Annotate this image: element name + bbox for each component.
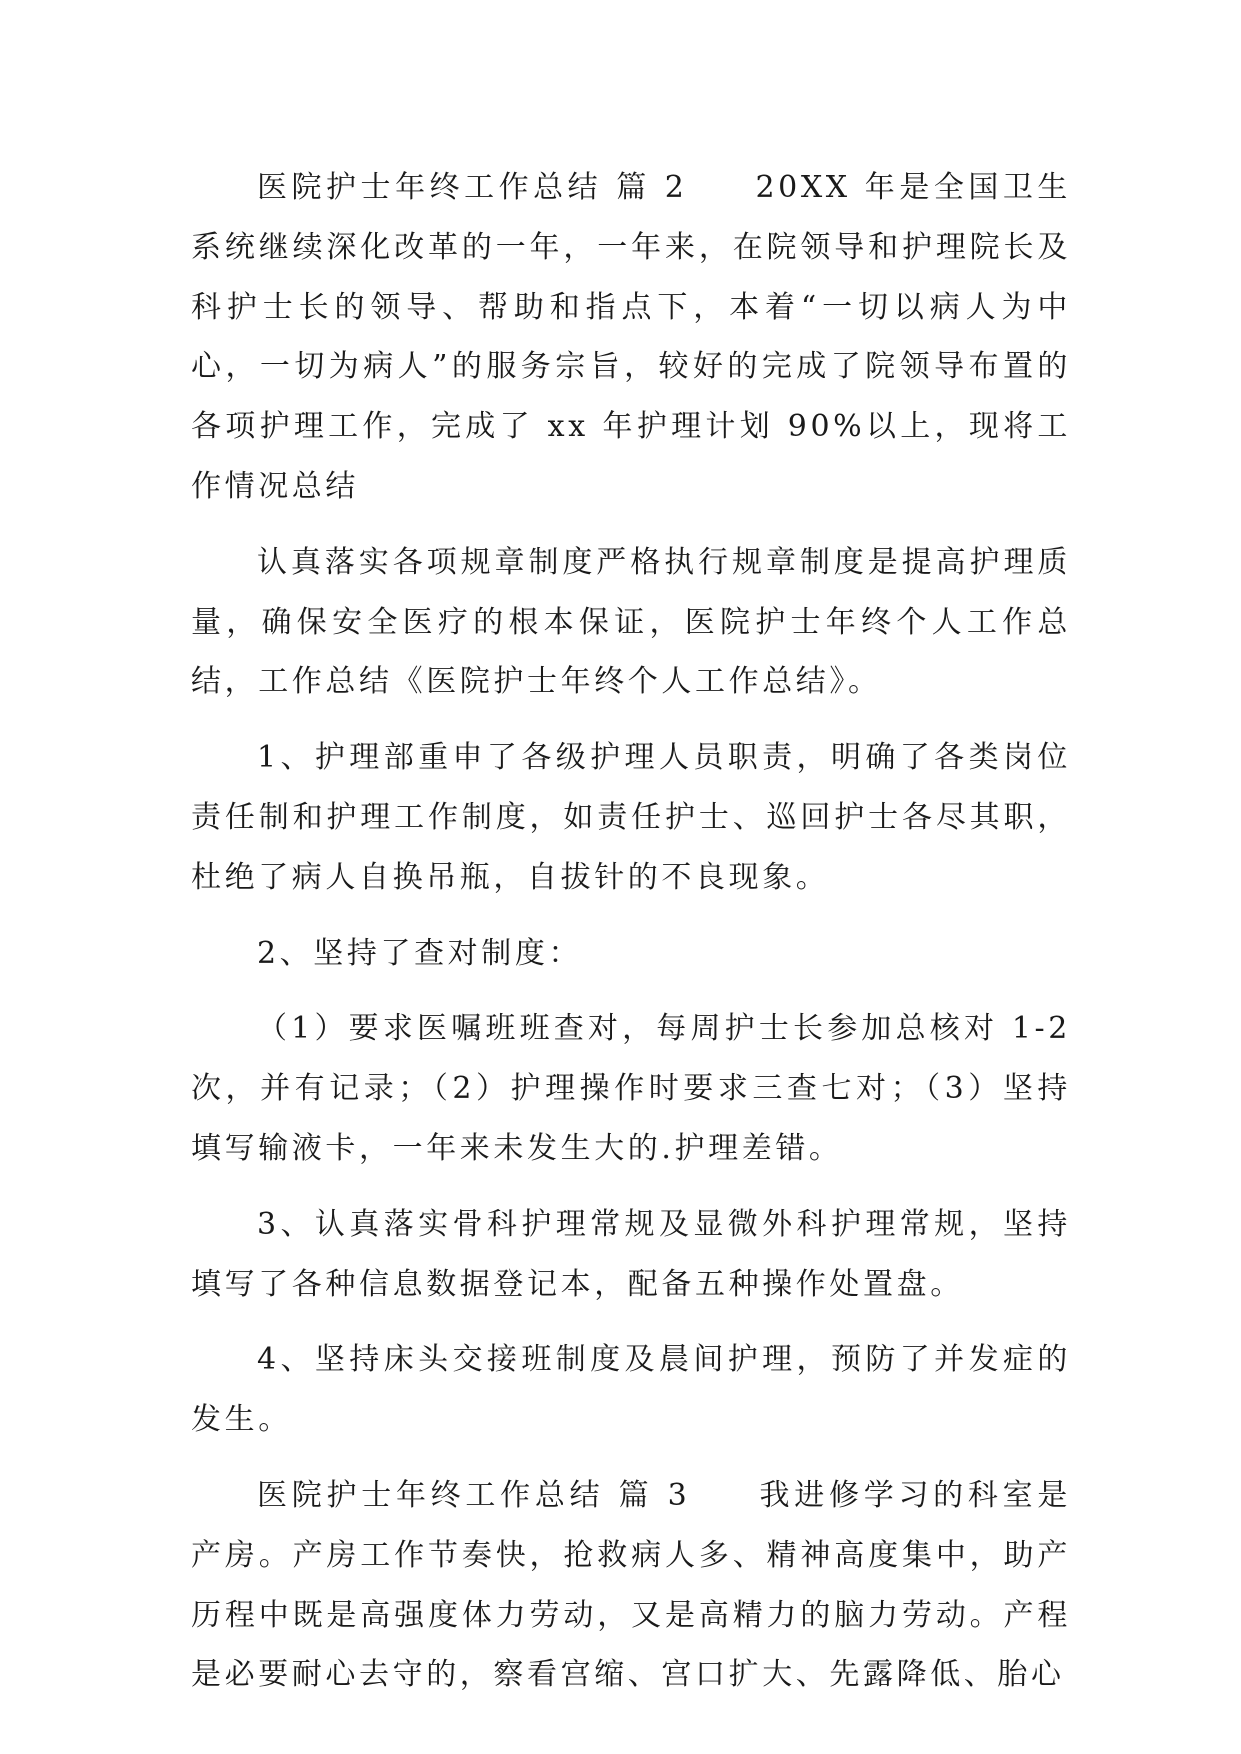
paragraph-text: 1、护理部重申了各级护理人员职责，明确了各类岗位责任制和护理工作制度，如责任护士、巡回护士各尽其职，杜绝了病人自换吊瓶，自拔针的不良现象。 [191, 740, 1071, 895]
paragraph-text: 认真落实各项规章制度严格执行规章制度是提高护理质量，确保安全医疗的根本保证，医院护士年终个人工作总结，工作总结《医院护士年终个人工作总结》。 [191, 544, 1071, 700]
paragraph-text: 2、坚持了查对制度： [257, 935, 583, 971]
section-heading-3: 医院护士年终工作总结 篇 3 [257, 1477, 691, 1513]
paragraph-text: （1）要求医嘱班班查对，每周护士长参加总核对 1-2 次，并有记录；（2）护理操作时要求三查七对；（3）坚持填写输液卡，一年来未发生大的.护理差错。 [191, 1011, 1071, 1166]
paragraph-text: 4、坚持床头交接班制度及晨间护理，预防了并发症的发生。 [191, 1342, 1071, 1438]
document-body [191, 158, 1071, 1721]
section-heading-2: 医院护士年终工作总结 篇 2 [257, 170, 688, 205]
paragraph-text: 我进修学习的科室是产房。产房工作节奏快，抢救病人多、精神高度集中，助产历程中既是高强度体力劳动，又是高精力的脑力劳动。产程是必要耐心去守的，察看宫缩、宫口扩大、先露降低、胎心 [191, 1477, 1071, 1693]
paragraph-item-1 [191, 728, 1071, 907]
paragraph-section-3-intro [191, 1466, 1071, 1705]
paragraph-item-3 [191, 1195, 1071, 1315]
paragraph-text: 20XX 年是全国卫生系统继续深化改革的一年，一年来，在院领导和护理院长及科护士长的领导、帮助和指点下，本着“一切以病人为中心，一切为病人”的服务宗旨，较好的完成了院领导布置的各项护理工作，完成了 xx 年护理计划 90%以上，现将工作情况总结 [191, 170, 1071, 504]
paragraph-item-2 [191, 924, 1071, 984]
paragraph-regulations [191, 533, 1071, 712]
paragraph-item-4 [191, 1330, 1071, 1450]
paragraph-section-2-intro [191, 158, 1071, 517]
paragraph-item-2-details [191, 999, 1071, 1178]
paragraph-text: 3、认真落实骨科护理常规及显微外科护理常规，坚持填写了各种信息数据登记本，配备五种操作处置盘。 [191, 1206, 1071, 1302]
